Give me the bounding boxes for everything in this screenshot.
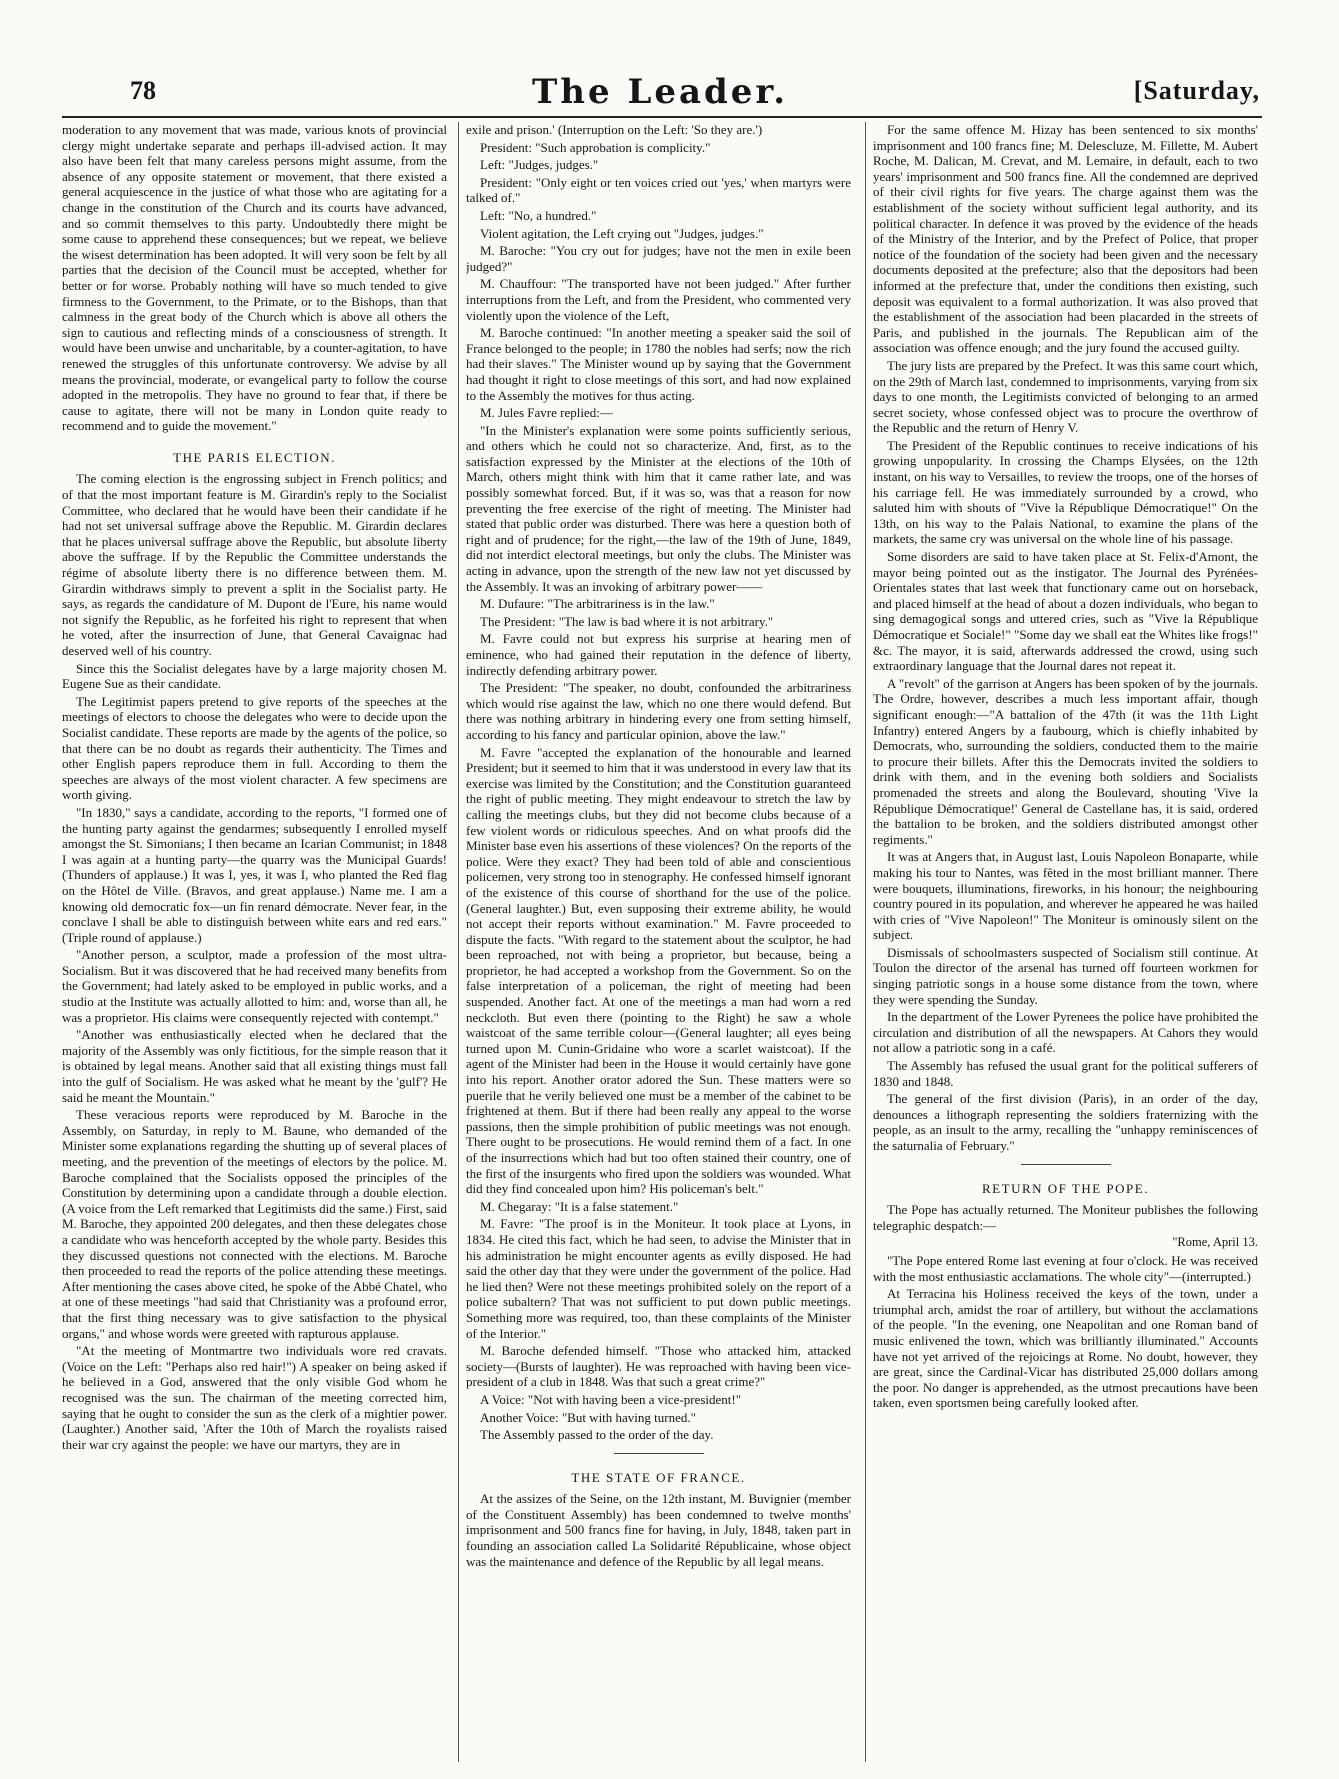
column-3 xyxy=(873,122,1258,1762)
paragraph: M. Chauffour: "The transported have not been judged." After further interruptions from the Left, and from the President, who commented very violently upon the violence of the Left, xyxy=(466,276,851,323)
article-continuation xyxy=(62,122,447,434)
paragraph: President: "Only eight or ten voices cried out 'yes,' when martyrs were talked of." xyxy=(466,174,851,206)
paragraph: Violent agitation, the Left crying out "Judges, judges." xyxy=(480,225,764,241)
page-number: 78 xyxy=(130,76,156,105)
paragraph: The jury lists are prepared by the Prefect. It was this same court which, on the 29th of March last, condemned to imprisonments, varying from six days to one month, the Legitimists convicted of belonging to an armed secret society, whose confessed object was to procure the overthrow of the Republic and the return of Henry V. xyxy=(873,357,1258,436)
paragraph: Dismissals of schoolmasters suspected of Socialism still continue. At Toulon the director of the arsenal has turned off fourteen workmen for singing patriotic songs in a house some distance from the town, where they were spending the Sunday. xyxy=(873,944,1258,1007)
column-2 xyxy=(466,122,851,1762)
article-paris-election xyxy=(62,471,447,1452)
paragraph: Left: "Judges, judges." xyxy=(480,157,599,173)
section-separator xyxy=(614,1453,704,1454)
paragraph: M. Chegaray: "It is a false statement." xyxy=(480,1198,679,1214)
paragraph: M. Favre: "The proof is in the Moniteur. It took place at Lyons, in 1834. He cited this fact, which he had seen, to advise the Minister that in his administration he might encounter agents as evilly disposed. He had said the other day that they were under the government of the police. Had he lied then? Were not these meetings prohibited solely on the report of a police subaltern? That was not sufficient to put down public meetings. Something more was required, too, than these complaints of the Minister of the Interior." xyxy=(466,1216,851,1341)
paragraph: These veracious reports were reproduced by M. Baroche in the Assembly, on Saturday, in reply to M. Baune, who demanded of the Minister some explanations regarding the shutting up of several places of meeting, and the prevention of the meetings of electors by the police. M. Baroche complained that the Socialists opposed the principles of the Constitution by determining upon a candidate through a double election. (A voice from the Left remarked that Legitimists did the same.) First, said M. Baroche, they appointed 200 delegates, and then these delegates chose a candidate who was henceforth accepted by the whole party. Besides this they discussed questions not connected with the elections. M. Baroche then proceeded to read the reports of the police attending these meetings. After mentioning the cases above cited, he spoke of the Abbé Chatel, who at one of these meetings "had said that Christianity was a profound error, that the first thing necessary was to give satisfaction to the physical organs," and whose words were greeted with rapturous applause. xyxy=(62,1107,447,1341)
section-separator xyxy=(1021,1164,1111,1165)
article-state-of-france xyxy=(466,1491,851,1569)
paragraph: M. Favre could not but express his surprise at hearing men of eminence, who had gained their reputation in the defence of liberty, indirectly defending arbitrary power. xyxy=(466,631,851,678)
paragraph: Since this the Socialist delegates have by a large majority chosen M. Eugene Sue as their candidate. xyxy=(62,660,447,692)
paragraph: Left: "No, a hundred." xyxy=(480,207,597,223)
paragraph: "In the Minister's explanation were some points sufficiently serious, and others which he could not so characterize. And, first, as to the satisfaction expressed by the Minister at the elections of the 10th of March, others might think with him that it came rather late, and was possibly somewhat forced. But, if it was so, was that a reason for now preventing the free exercise of the right of meeting. The Minister had stated that public order was disturbed. There was here a question both of right and of prudence; for the right,—the law of the 19th of June, 1849, did not interdict electoral meetings, but only the clubs. The Minister was acting in advance, upon the strength of the new law not yet discussed by the Assembly. It was an invoking of arbitrary power—— xyxy=(466,422,851,594)
paragraph: It was at Angers that, in August last, Louis Napoleon Bonaparte, while making his tour to Nantes, was fêted in the most brilliant manner. There were bouquets, illuminations, fireworks, in his honour; the neighbouring country poured in its population, and wherever he appeared he was hailed with cries of "Vive Napoleon!" The Moniteur is ominously silent on the subject. xyxy=(873,849,1258,943)
paragraph: At the assizes of the Seine, on the 12th instant, M. Buvignier (member of the Constituent Assembly) has been condemned to twelve months' imprisonment and 500 francs fine for having, in July, 1848, taken part in founding an association called La Solidarité Républicaine, whose object was the maintenance and defence of the Republic by all legal means. xyxy=(466,1491,851,1569)
paragraph: The general of the first division (Paris), in an order of the day, denounces a lithograph representing the soldiers fraternizing with the people, as an insult to the army, recalling the "unhappy reminiscences of the saturnalia of February." xyxy=(873,1091,1258,1153)
section-heading-return-of-pope: RETURN OF THE POPE. xyxy=(982,1180,1149,1196)
paragraph: For the same offence M. Hizay has been sentenced to six months' imprisonment and 100 francs fine; M. Delescluze, M. Fillette, M. Aubert Roche, M. Dalican, M. Crevat, and M. Lemaire, in default, each to two years' imprisonment and 500 francs fine. All the condemned are deprived of their civil rights for five years. The charge against them was the establishment of the society without sufficient legal authority, and its political character. In defence it was proved by the evidence of the heads of the Ministry of the Interior, and by the Prefect of Police, that proper notice of the foundation of the society had been given and the necessary documents deposited at the prefecture; also that the depositors had been informed at the prefecture that, under the conditions then existing, such deposit was equivalent to a formal authorization. It was also proved that the establishment of the association had been placarded in the streets of Paris, and published in the journals. The Republican aim of the association was offence enough; and the jury found the accused guilty. xyxy=(873,122,1258,356)
paragraph: exile and prison.' (Interruption on the Left: 'So they are.') xyxy=(466,122,763,137)
pope-intro: The Pope has actually returned. The Moniteur publishes the following telegraphic despatch:— xyxy=(873,1202,1258,1233)
paragraph: The President: "The speaker, no doubt, confounded the arbitrariness which would rise against the law, which no one there would defend. But there was nothing arbitrary in hindering every one from setting himself, according to his fancy and particular opinion, above the law." xyxy=(466,680,851,742)
paragraph: President: "Such approbation is complicity." xyxy=(480,139,711,155)
paragraph: "At the meeting of Montmartre two individuals wore red cravats. (Voice on the Left: "Perhaps also red hair!") A speaker on being asked if he believed in a God, answered that the only visible God whom he recognised was the sun. The chairman of the meeting corrected him, saying that he ought to consider the sun as the clerk of a mightier power. (Laughter.) Another said, 'After the 10th of March the royalists raised their war cry against the people: we have our martyrs, they are in xyxy=(62,1343,447,1452)
article-assembly-debate xyxy=(466,122,851,1443)
paragraph: "Another was enthusiastically elected when he declared that the majority of the Assembly was only fictitious, for the simple reason that it is obtained by legal means. Another said that all existing things must fall into the gulf of Socialism. He was asked what he meant by the 'gulf'? He said he meant the Mountain." xyxy=(62,1027,447,1105)
column-divider xyxy=(458,122,459,1762)
header-rule xyxy=(62,116,1262,118)
paragraph: The Assembly passed to the order of the day. xyxy=(480,1427,714,1443)
paragraph: M. Dufaure: "The arbitrariness is in the law." xyxy=(480,596,715,612)
section-heading-paris-election: THE PARIS ELECTION. xyxy=(173,449,336,465)
paragraph: In the department of the Lower Pyrenees the police have prohibited the circulation and distribution of all the newspapers. At Cahors they would not allow a patriotic song in a café. xyxy=(873,1009,1258,1056)
paragraph: M. Baroche defended himself. "Those who attacked him, attacked society—(Bursts of laughter). He was reproached with having been vice-president of a club in 1848. Was that such a great crime?" xyxy=(466,1343,851,1390)
paragraph: The Legitimist papers pretend to give reports of the speeches at the meetings of electors to choose the delegates who were to decide upon the Socialist candidate. These reports are made by the agents of the police, so that there can be no doubt as regards their authenticity. The Times and other English papers reproduce them in full. According to them the speeches are always of the most violent character. A few specimens are worth giving. xyxy=(62,693,447,803)
paragraph: "The Pope entered Rome last evening at four o'clock. He was received with the most enthusiastic acclamations. The whole city"—(interrupted.) xyxy=(873,1252,1258,1284)
paragraph: Another Voice: "But with having turned." xyxy=(480,1409,696,1425)
paragraph: Some disorders are said to have taken place at St. Felix-d'Amont, the mayor being pointed out as the instigator. The Journal des Pyrénées-Orientales states that last week that functionary came out on horseback, and placed himself at the head of about a dozen individuals, who began to sing demagogical songs and uttered cries, such as "Vive la République Démocratique et Sociale!" "Some day we shall eat the Whites like frogs!" &c. The mayor, it is said, afterwards addressed the crowd, using such extraordinary language that the Journal dares not repeat it. xyxy=(873,549,1258,674)
paragraph: M. Jules Favre replied:— xyxy=(480,405,613,421)
article-return-of-pope xyxy=(873,1253,1258,1411)
paragraph: At Terracina his Holiness received the keys of the town, under a triumphal arch, amidst the roar of artillery, but without the acclamations of the people. "In the evening, one Neapolitan and one Roman band of music enlivened the town, which was brilliantly illuminated." Accounts have not yet arrived of the rejoicings at Rome. No doubt, however, they are great, since the Cardinal-Vicar has distributed 25,000 dollars among the poor. No danger is apprehended, as the utmost precautions have been taken, even sportsmen being carefully looked after. xyxy=(873,1286,1258,1411)
paragraph: The President: "The law is bad where it is not arbitrary." xyxy=(480,613,774,629)
section-heading-state-of-france: THE STATE OF FRANCE. xyxy=(571,1469,746,1485)
paragraph: M. Favre "accepted the explanation of the honourable and learned President; but it seemed to him that it was understood in every law that its exercise was limited by the Constitution; and the Constitution guaranteed the right of public meeting. They might endeavour to stretch the law by calling the meetings clubs, but they did not become clubs because of a few violent words or ridiculous speeches. And on what proofs did the Minister base even his assertions of these violences? On the reports of the police. Were they exact? They had been told of able and conscientious policemen, very strong too in stenography. He confessed himself ignorant of the existence of this course of shorthand for the use of the police. (General laughter.) But, even supposing their extreme ability, he would not accept their reports without examination." M. Favre proceeded to dispute the facts. "With regard to the statement about the sculptor, he had been reproached, not with being a proprietor, but because, being a proprietor, he had accepted a workshop from the Government. So on the false interpretation of a policeman, the right of meeting had been suspended. Another fact. At one of the meetings a man had worn a red neckcloth. But even there (pointing to the Right) he saw a whole waistcoat of the same terrible colour—(General laughter; all eyes being turned upon M. Cunin-Gridaine who wore a scarlet waistcoat). If the agent of the Minister had been in the House it would certainly have gone into his report. Another orator adored the Sun. These matters were so puerile that he verily believed one must be a member of the cabinet to be frightened at them. But if there had been really any appeal to the worse passions, then the simple prohibition of public meetings was not enough. There ought to be prosecutions. He would remind them of a fact. In one of the insurrections which had but too often stained their country, one of the first of the insurgents who fired upon the soldiers was wounded. What did they find concealed upon him? His policeman's belt." xyxy=(466,744,851,1197)
paragraph: The Assembly has refused the usual grant for the political sufferers of 1830 and 1848. xyxy=(873,1058,1258,1089)
article-state-of-france-cont xyxy=(873,122,1258,1154)
paragraph: moderation to any movement that was made, various knots of provincial clergy might undertake separate and perhaps ill-advised action. It may also have been felt that many careless persons might assume, from the absence of any opposite statement or movement, that there existed a general acquiescence in the justice of what those who are agitating for a change in the constitution of the Church and its courts have advanced, and so commit themselves to this party. Undoubtedly there might be some cause to apprehend these consequences; but we repeat, we believe the wisest determination has been adopted. It will very soon be felt by all parties that the decision of the Council must be accepted, whether for better or for worse. Probably nothing will have so much tended to give firmness to the Government, to the Primate, or to the Bishops, than that calmness in the great body of the Church which is above all others the sign to cautious and reflecting minds of a consciousness of strength. It would have been unwise and uncharitable, by a counter-agitation, to have renewed the struggles of this unfortunate controversy. We advise by all means the provincial, moderate, or evangelical party to follow the course adopted in the metropolis. They have no ground to fear that, if there be cause to agitate, there will not be many in London quite ready to recommend and to guide the movement." xyxy=(62,122,447,434)
paragraph: The President of the Republic continues to receive indications of his growing unpopularity. In crossing the Champs Elysées, on the 12th instant, on his way to Versailles, to review the troops, one of the horses of his carriage fell. He was immediately surrounded by a crowd, who saluted him with shouts of "Vive la République Démocratique!" On the 13th, on his way to the Palais National, to examine the plans of the markets, the same cry was universal on the whole line of his passage. xyxy=(873,437,1258,547)
masthead xyxy=(60,72,1260,114)
paragraph: M. Baroche continued: "In another meeting a speaker said the soil of France belonged to the people; in 1780 the nobles had serfs; now the rich had their slaves." The Minister wound up by saying that the Government had thought it right to close meetings of this sort, and had now explained to the Assembly the motives for thus acting. xyxy=(466,325,851,403)
newspaper-title: The Leader. xyxy=(531,72,789,112)
paragraph: "In 1830," says a candidate, according to the reports, "I formed one of the hunting party against the gendarmes; subsequently I enrolled myself amongst the St. Simonians; I then became an Icarian Communist; in 1848 I was again at a hunting party—the quarry was the Municipal Guards! (Thunders of applause.) It was I, yes, it was I, who planted the Red flag on the Hôtel de Ville. (Bravos, and great applause.) Name me. I am a knowing old democratic fox—un fin renard démocrate. Never fear, in the conclave I shall be able to distinguish between white ears and red ears." (Triple round of applause.) xyxy=(62,804,447,945)
issue-day: [Saturday, xyxy=(1133,76,1260,105)
column-1 xyxy=(62,122,447,1762)
paragraph: A Voice: "Not with having been a vice-president!" xyxy=(480,1391,742,1407)
column-divider xyxy=(865,122,866,1762)
paragraph: The coming election is the engrossing subject in French politics; and of that the most important feature is M. Girardin's reply to the Socialist Committee, who declared that he would have been their candidate if he had not set universal suffrage above the Republic. M. Girardin declares that he places universal suffrage above the Republic, but absolute liberty above the suffrage. If by the Republic the Committee understands the régime of absolute liberty there is no difference between them. M. Girardin withdraws simply to prevent a split in the Socialist party. He says, as regards the candidature of M. Dupont de l'Eure, his name would not signify the Republic, as he forfeited his right to represent that when he voted, after the insurrection of June, that General Cavaignac had deserved well of his country. xyxy=(62,471,447,658)
paragraph: M. Baroche: "You cry out for judges; have not the men in exile been judged?" xyxy=(466,243,851,274)
paragraph: "Another person, a sculptor, made a profession of the most ultra-Socialism. But it was discovered that he had received many benefits from the Government; had lately asked to be employed in public works, and a studio at the Institute was actually allotted to him: and, worse than all, he was a proprietor. His claims were consequently rejected with contempt." xyxy=(62,947,447,1025)
paragraph: A "revolt" of the garrison at Angers has been spoken of by the journals. The Ordre, however, describes a much less important affair, though significant enough:—"A battalion of the 47th (it was the 11th Light Infantry) entered Angers by a faubourg, which is chiefly inhabited by Democrats, who, surrounding the soldiers, conducted them to the mairie to procure their billets. After this the Democrats invited the soldiers to drink with them, and in the evening both soldiers and Socialists promenaded the streets and along the Boulevard, shouting 'Vive la République Démocratique!' General de Castellane has, it is said, ordered the battalion to be broken, and the soldiers distributed amongst other regiments." xyxy=(873,675,1258,847)
pope-dateline: "Rome, April 13. xyxy=(1172,1235,1258,1250)
